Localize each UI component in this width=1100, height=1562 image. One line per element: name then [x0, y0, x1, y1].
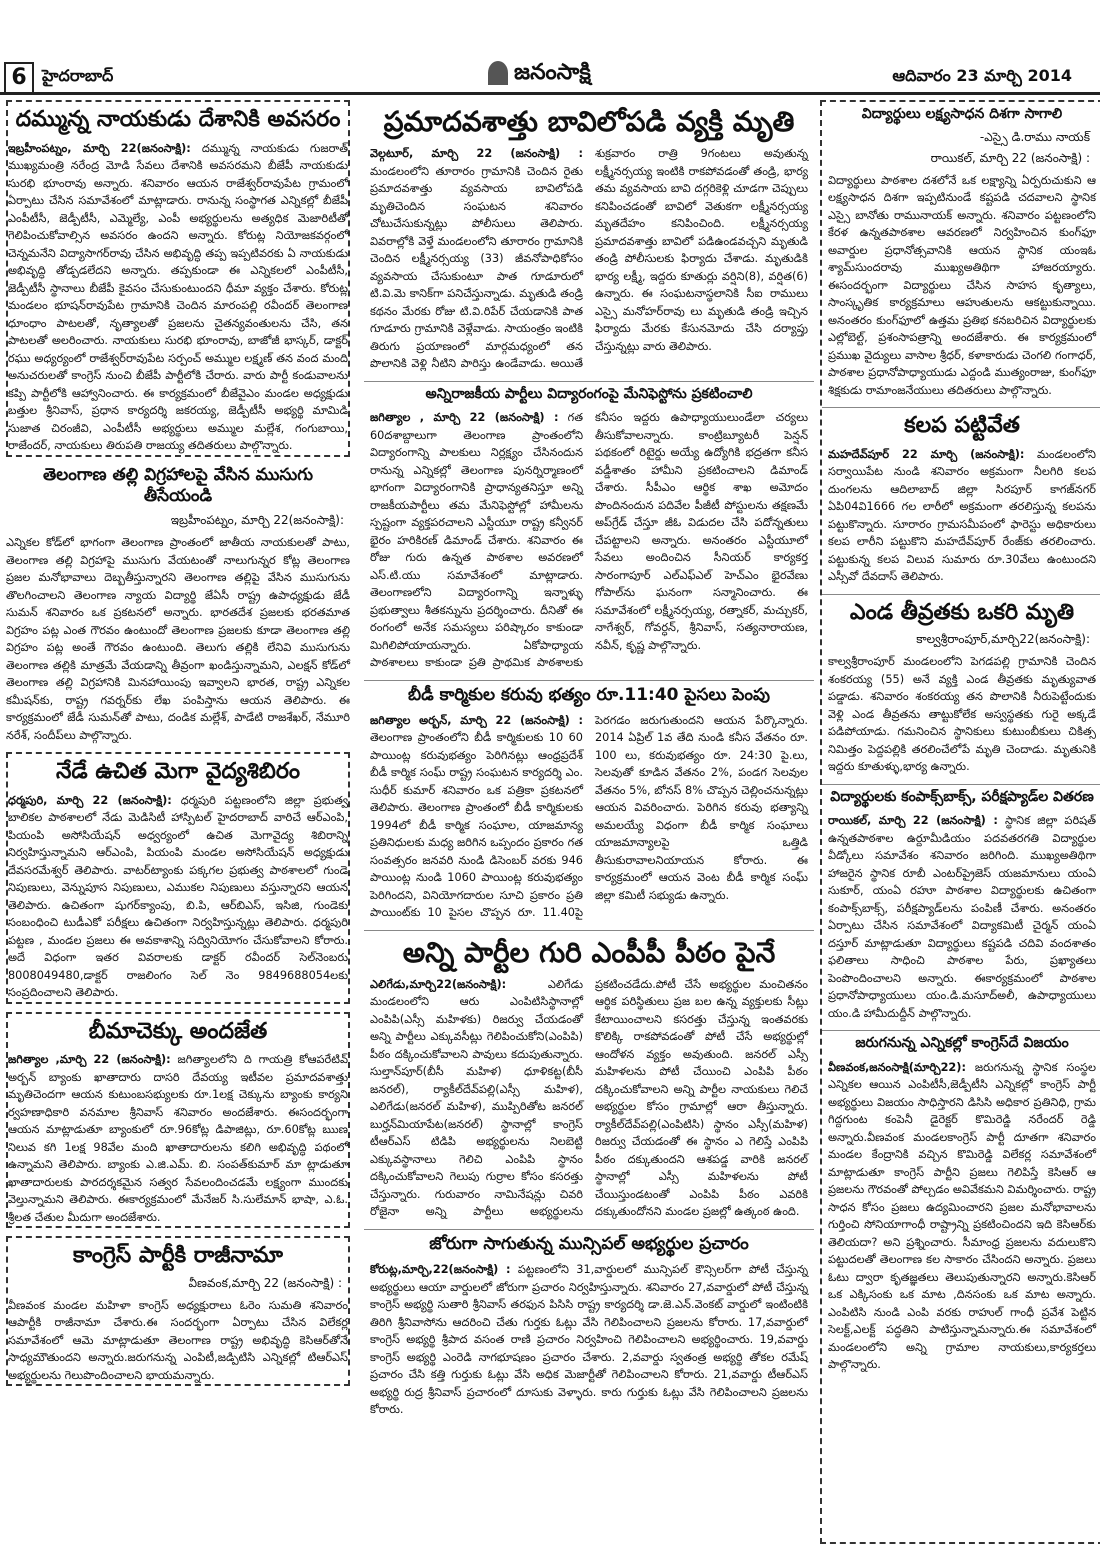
story-congress-victory: [828, 1035, 1096, 1374]
story-body: [828, 446, 1096, 586]
story-body: [828, 1059, 1096, 1374]
story-dateline: మహదేవ్‌పూర్ 22 మార్చి (జనంసాక్షి):: [828, 447, 1025, 461]
story-text: విద్యార్థులు పాఠశాల దశలోనే ఒక లక్ష్యాన్ని ఏర్పరుచుకుని ఆ లక్ష్యసాధన దిశగా ఇప్పటినుండే కష్టపడి చదవాలని స్థానిక ఎస్సై బానోతు రామునాయక్ అన్నారు. శనివారం పట్టణంలోని కేరళ ఉన్నతపాఠశాల ఆవరణలో నిర్వహించిన కుంగ్‌ఫూ అవార్డుల ప్రధానోత్సవానికి ఆయన స్థానిక యంఇఓ శ్యామ్‌సుందరావు ముఖ్యఅతిథిగా హాజరయ్యారు. ఈసందర్భంగా విద్యార్థులు చేసిన సాహస కృత్యాలు, సాంస్కృతిక కార్యక్రమాలు ఆహుతులను ఆకట్టుకున్నాయి. అనంతరం కుంగ్‌ఫూలో ఉత్తమ ప్రతిభ కనబరిచిన విద్యార్థులకు ఎల్లోబెల్ట్, ప్రశంసాపత్రాన్ని అందజేశారు. ఈ కార్యక్రమంలో ప్రముఖ వైద్యులు వాసాల శ్రీధర్, కళాకారుడు చెంగలి గంగాధర్, పాఠశాల ప్రధానోపాధ్యాయుడు ఎద్దండి ముత్యంరాజు, కుంగ్‌ఫూ శిక్షకుడు రామాంజనేయులు తదితరులు పాల్గొన్నారు.: [828, 173, 1096, 397]
story-body: [8, 140, 348, 455]
issue-date: ఆదివారం 23 మార్చి 2014: [892, 66, 1072, 85]
column-center: [364, 100, 814, 1540]
story-text: మండలంలోని తూరారం గ్రామానికి చెందిన రైతు ప్రమాదవశాత్తు వ్యవసాయ బావిలోపడి మృతిచెందిన సంఘటన శనివారం చోటుచేసుకున్నట్లు పోలీసులు తెలిపారు. వివరాల్లోకి వెళ్తే మండలంలోని తూరారం గ్రామానికి చెందిన లక్ష్మీనర్సయ్య (33) జీవనోపాధికోసం వ్యవసాయ చేసుకుంటూ పాత గూడూరులో టి.వి.మె కానిక్‌గా పనిచేస్తున్నాడు. మృతుడి తండ్రి కథనం మేరకు రోజు టి.వి.రిపేర్ చేయడానికి పాత గూడూరు గ్రామానికి వెళ్లేవాడు. సాయంత్రం ఇంటికి తిరుగు ప్రయాణంలో మార్గమధ్యంలో తన పొలానికి వెళ్లి నీటిని పారిస్తు ఉండేవాడు. అయితే శుక్రవారం రాత్రి 9గంటలు అవుతున్న లక్ష్మీనర్సయ్య ఇంటికి రాకపోవడంతో తండ్రి, భార్య తమ వ్యవసాయ బావి దగ్గరికెళ్లి చూడగా చెప్పులు కనిపించడంతో బావిలో వెతుకగా లక్ష్మీనర్సయ్య మృతదేహం కనిపించింది. లక్ష్మీనర్సయ్య ప్రమాదవశాత్తు బావిలో పడిఉండవచ్చని మృతుడి తండ్రి పోలీసులకు ఫిర్యాదు చేశాడు. మృతుడికి భార్య లక్ష్మీ, ఇద్దరు కూతుర్లు వర్షిని(8), వర్షిత(6) ఉన్నారు. ఈ సంఘటనాస్థలానికి సీఐ రాములు ఎస్సై మనోహర్‌రావు లు మృతుడి తండ్రి ఇచ్చిన ఫిర్యాదు మేరకు కేసునమోదు చేసి దర్యాప్తు చేస్తున్నట్లు వారు తెలిపారు.: [370, 147, 808, 370]
story-separator: [822, 594, 1100, 595]
story-headline: నేడే ఉచిత మెగా వైద్యశిబిరం: [55, 759, 301, 784]
story-congress-resignation: [6, 1236, 350, 1386]
story-insurance-cheque: [6, 1012, 350, 1229]
story-headline: బీడీ కార్మికుల కరువు భత్యం రూ.11:40 పైసలు పెంపు: [408, 684, 770, 705]
story-headline: తెలంగాణ తల్లి విగ్రహాలపై వేసిన ముసుగు తీసేయండి: [42, 464, 314, 506]
story-text: జరుగనున్న స్థానిక సంస్థల ఎన్నికల ఆయిన ఎంపిటీసీ,జెడ్పీటీసి ఎన్నికల్లో కాంగ్రెస్ పార్టీ అభ్యర్థులు విజయం సాధిస్తారని డిసిసి అధికార ప్రతినిధి, గ్రామ గిద్దగుంట కంపెనీ డైరెక్టర్ కొమిరెడ్డి నరేందర్ రెడ్డి అన్నారు.వీణవంక మండలకాంగ్రెస్ పార్టీ దూతగా శనివారం మండల కేంద్రానికి వచ్చిన కొమిరెడ్డి విలేకర్ల సమావేశంలో మాట్లాడుతూ కాంగ్రెస్ పార్టీని ప్రజలు గెలిపిస్తే కెసిఆర్ ఆ ప్రజలను గౌరవంతో పోల్చడం అవివేకమని విమర్శించారు. రాష్ట్ర సాధన కోసం ప్రజలు ఉద్యమించారని ప్రజల మనోభావాలను గుర్తించి సోనియాగాంధీ రాష్ట్రాన్ని ప్రకటించిందని ఇది కెసిఆర్‌కు తెలియదా? అని ప్రశ్నించారు. సీమాంధ్ర ప్రజలను వదులుకొని పట్టుదలతో తెలంగాణ కల సాకారం చేసిందని అన్నారు. ప్రజలు ఓటు ద్వారా కృతజ్ఞతలు తెలుపుతున్నారని అన్నారు.కెసిఆర్ ఒక ఎక్కిసంకు ఒక మాట ,దినసంకు ఒక మాట అన్నారు. ఎంపిటిసి నుండి ఎంపి వరకు రాహుల్ గాంధీ ప్రవేశ పెట్టిన సెలక్ట్,ఎలక్ట్ పద్ధతిని పాటిస్తున్నామన్నారు.ఈ సమావేశంలో మండలంలోని అన్ని గ్రామాల నాయకులు,కార్యకర్తలు పాల్గొన్నారు.: [828, 1060, 1096, 1371]
story-compass-distribution: [828, 789, 1096, 1023]
story-dateline: కాల్వశ్రీరాంపూర్,మార్చి22(జనంసాక్షి):: [916, 632, 1090, 646]
column-right: [820, 100, 1100, 1544]
story-headline: దమ్మున్న నాయకుడు దేశానికి అవసరం: [15, 107, 341, 132]
story-students-goals: [828, 106, 1096, 399]
story-headline: విద్యార్థులకు కంపాక్స్‌బాక్స్, పరీక్షప్యాడ్‌ల వితరణ: [830, 788, 1094, 805]
story-dateline: రాయికల్, మార్చి 22 (జనంసాక్షి) :: [828, 814, 998, 827]
story-dateline: జగిత్యాల ,మార్చి 22 (జనంసాక్షి):: [8, 1053, 171, 1066]
story-body: [370, 145, 808, 373]
story-text: స్థానిక జిల్లా పరిషత్ ఉన్నతపాఠశాల ఉర్దూమీడియం పదవతరగతి విద్యార్థుల వీడ్కోలు సమావేశం శనివారం జరిగింది. ముఖ్యఅతిథిగా హాజరైన స్థానిక రూబీ ఎంటర్‌ప్రైజెస్ యజమానులు యంఏ సుకూర్, యంఏ రహూ పాఠశాల విద్యార్థులకు ఉచితంగా కంపాక్స్‌బాక్స్, పరీక్షప్యాడ్‌లను పంపిణీ చేశారు. అనంతరం ఏర్పాటు చేసిన సమావేశంలో విద్యాకమిటీ చైర్మన్ యంఏ దస్తూర్ మాట్లాడుతూ విద్యార్థులు కష్టపడి చదివి వందశాతం ఫలితాలు సాధించి పాఠశాల పేరు, ప్రఖ్యాతలు పెంపొందించాలని అన్నారు. ఈకార్యక్రమంలో పాఠశాల ప్రధానోపాధ్యాయులు యం.డి.మసూద్‌అలీ, ఉపాధ్యాయులు యం.డి హామీదుద్దీన్ పాల్గొన్నారు.: [828, 814, 1096, 1020]
story-separator: [364, 930, 814, 931]
story-body: [8, 792, 348, 1002]
masthead-rule: [0, 92, 1100, 95]
story-education-manifesto: [370, 386, 808, 672]
story-mpp-seat: [370, 935, 808, 1221]
story-text: ఎలిగేడు మండలంలోని ఆరు ఎంపిటిసిస్థానాల్లో ఎంపిపి(ఎస్సీ మహిళకు) రిజర్వు చేయడంతో అన్ని పార్టీలు ఎక్కువసీట్లు గెలిపించుకోని(ఎంపిపి) పీఠం దక్కించుకోవాలని పావులు కదుపుతున్నారు. సుల్తాన్‌పూర్(బీసీ మహిళ) ధూళికట్ట(బీసీ జనరల్), ర్యాకీల్‌దేవ్‌పల్లి(ఎస్సీ మహిళ), ఎలిగేడు(జనరల్ మహిళ), ముప్పిరితోట జనరల్ బుర్హన్‌మియాపేట(జనరల్) స్థానాల్లో కాంగ్రెస్ టీఆర్ఎస్ టిడిపి అభ్యర్థులను నిలబెట్టి ఎక్కువస్థానాలు గెలిచి ఎంపిపి స్థానం దక్కించుకోవాలని గెలుపు గుర్రాల కోసం కసరత్తు చేస్తున్నారు. గురువారం నామినేషన్లు చివరి రోజైనా అన్ని పార్టీలు అభ్యర్థులను ప్రకటించడేదు.పోటీ చేసే అభ్యర్థుల మంచితనం ఆర్థిక పరిస్థితులు ప్రజ బల ఉన్న వ్యక్తులకు సీట్లు కేటాయించాలని కసరత్తు చేస్తున్న ఇంతవరకు కొలిక్కి రాకపోవడంతో పోటీ చేసే అభ్యర్థుల్లో ఆందోళన వ్యక్తం అవుతుంది. జనరల్ ఎస్సీ మహిళలను పోటీ చేయించి ఎంపిపి పీఠం దక్కించుకోవాలని అన్ని పార్టీల నాయకులు గెలిచే అభ్యర్థుల కోసం గ్రామాల్లో ఆరా తీస్తున్నారు. ర్యాకీల్‌దేవ్‌పల్లి(ఎంపిటిసి) స్థానం ఎస్సీ(మహిళ) రిజర్వు చేయడంతో ఈ స్థానం ఎ గెలిస్తే ఎంపిపి పీఠం దక్కుతుందని ఆశపడ్డ వారికి జనరల్ స్థానాల్లో ఎస్సీ మహిళలను పోటీ చేయిస్తుండటంతో ఎంపిపి పీఠం ఎవరికి దక్కుతుందోనని మండల ప్రజల్లో ఉత్కంఠ ఉంది.: [370, 977, 808, 1219]
story-body: [828, 812, 1096, 1022]
story-headline: కలప పట్టివేత: [904, 413, 1020, 438]
story-headline: బీమాచెక్కు అందజేత: [88, 1018, 268, 1044]
page-number: 6: [4, 62, 34, 94]
story-headline: జరుగనున్న ఎన్నికల్లో కాంగ్రెస్‌దే విజయం: [855, 1035, 1069, 1051]
story-body: [370, 976, 808, 1221]
story-author: -ఎస్సై డి.రాము నాయక్: [979, 129, 1090, 144]
story-separator: [822, 1030, 1100, 1031]
story-headline: అన్ని పార్టీల గురి ఎంపీపీ పీఠం పైనే: [402, 935, 776, 969]
story-leader-needed: [6, 100, 350, 457]
story-telangana-statue: [6, 465, 350, 745]
story-dateline: ఇబ్రహీంపట్నం, మార్చి 22(జనంసాక్షి):: [8, 141, 191, 155]
story-dateline: జగిత్యాల అర్బన్, మార్చి 22 (జనంసాక్షి) :: [370, 713, 583, 727]
story-body: [370, 409, 808, 672]
story-body: [8, 1051, 348, 1226]
story-separator: [364, 1229, 814, 1230]
story-text: ఎన్నికల కోడ్‌లో భాగంగా తెలంగాణ ప్రాంతంలో జాతీయ నాయకులతో పాటు, తెలంగాణ తల్లి విగ్రహాపై ముసుగు వేయటంతో నాలుగున్నర కోట్ల తెలంగాణ ప్రజల మనోభావాలు దెబ్బతీస్తున్నారని తెలంగాణ తల్లిపై వేసిన ముసుగును తొలగించాలని తెలంగాణ న్యాయ విద్యార్థి జేఏసీ రాష్ట్ర ఉపాధ్యక్షుడు జేడీ సుమన్ శనివారం ఒక ప్రకటనలో అన్నారు. భారతదేశ ప్రజలకు భరతమాత విగ్రహం పట్ల ఎంత గౌరవం ఉంటుందో తెలంగాణ ప్రజలకు కూడా తెలంగాణ తల్లి విగ్రహం పట్ల అంతే గౌరవం ఉంటుంది. తెలుగు తల్లికి లేనివి ముసుగును తెలంగాణ తల్లికి మాత్రమే వేయడాన్ని తీవ్రంగా ఖండిస్తున్నామని, ఎలక్షన్ కోడ్‌లో తెలంగాణ తల్లి విగ్రహానికి మినహాయింపు ఇవ్వాలని భారత, రాష్ట్ర ఎన్నికల కమీషన్‌కు, రాష్ట్ర గవర్నర్‌కు లేఖ పంపిస్తాను ఆయన తెలిపారు. ఈ కార్యక్రమంలో జేడీ సుమన్‌తో పాటు, దండిక మల్లేశ్, పాడేటి రాజశేఖర్, నేమూరి నరేశ్, సందీప్‌లు పాల్గొన్నారు.: [6, 536, 350, 742]
story-beedi-workers: [370, 685, 808, 922]
story-text: దమ్మున్న నాయకుడు గుజరాత్ ముఖ్యమంత్రి నరేంద్ర మోడి సేవలు దేశానికి అవసరమని బీజేపీ నాయకుడు సురభి భూంరావు అన్నారు. శనివారం ఆయన రాజేశ్వర్‌రావుపేట గ్రామంలో ఏర్పాటు చేసిన సమావేశంలో మాట్లాడారు. రానున్న సంస్థాగత ఎన్నికల్లో బీజేపీ ఎంపీటీసీ, జెడ్పీటీసీ, ఎమ్మెల్యే, ఎంపీ అభ్యర్థులను అత్యధిక మెజారిటీతో గెలిపించుకోవాల్సిన అవసరం ఉందని అన్నారు. కోరుట్ల నియోజకవర్గంలో చెన్నమనేని విద్యాసాగర్‌రావు చేసిన అభివృద్ధి తప్ప ఇప్పటివరకు ఏ నాయకుడు అభివృద్ధి తోడ్పడలేదని అన్నారు. తప్పకుండా ఈ ఎన్నికలలో ఎంపీటీసీ, జెడ్పీటీసీ స్థానాలు బీజేపీ కైవసం చేసుకుంటుందని ధీమా వ్యక్తం చేశారు. కోరుట్ల మండలం భూషన్‌రావుపేట గ్రామానికి చెందిన మారంపల్లి రవీందర్ తెలంగాణ ధూంధాం పాటలతో, నృత్యాలతో ప్రజలను చైతన్యవంతులను చేసి, తన పాటలతో అలరించారు. నాయకులు సురభి భూంరావు, బాజోజీ భాస్కర్, డాక్టర్ రఘు అధ్యర్యంలో రాజేశ్వర్‌రావుపేట సర్పంచ్ అమ్ముల లక్ష్మణ్ తన వంద మంది అనుచరులతో కాంగ్రెస్ నుంచి బీజేపీ పార్టీలోకి చేరారు. వారు పార్టీ కండువాలను కప్పి పార్టీలోకి ఆహ్వానించారు. ఈ కార్యక్రమంలో బీజేవైఎం మండల అధ్యక్షుడు బత్తుల శ్రీనివాస్, ప్రధాన కార్యదర్శి జకరయ్య, జెడ్పీటీసీ అభ్యర్థి మామిడి సుజాత చిరంజీవి, ఎంపీటీసీ అభ్యర్థులు అమ్ముల మల్లేశ, గంగుబాయి, రాజేందర్, నాయకులు తిరుపతి రాజయ్య తదితరులు పాల్గొన్నారు.: [8, 141, 349, 452]
story-well-death: [370, 104, 808, 373]
story-separator: [822, 407, 1100, 408]
story-text: ధర్మపురి పట్టణంలోని జిల్లా ప్రభుత్వ బాలికల పాఠశాలలో నేడు మెడిసిటీ హాస్పిటల్ హైదరాబాద్ వారిచే ఆర్‌ఎంపి, పియంపి అసోసియేషన్ అధ్వర్యంలో ఉచిత మెగావైద్య శిబిరాన్ని నిర్వహిస్తున్నామని ఆర్‌ఎంపి, పియంపి మండల అసోసియేషన్ అధ్యక్షుడు దేవసరమేశ్వర్ తెలిపారు. వాటర్‌ట్యాంకు పక్కగల ప్రభుత్వ పాఠశాలలో గుండె నిపుణులు, వెన్నుపూస నిపుణులు, ఎముకల నిపుణులు వస్తున్నారని ఆయన తెలిపారు. ఉచితంగా షుగర్‌క్యాంపు, బి.పి, ఆర్‌బిఎస్, ఇసిజి, గుండెకు సంబంధించి టుడీఎకో పరీక్షలు ఉచితంగా నిర్వహిస్తున్నట్లు తెలిపారు. ధర్మపురి పట్టణ , మండల ప్రజలు ఈ అవకాశాన్ని సద్వినియోగం చేసుకోవాలని కోరారు. అదే విధంగా ఇతర వివరాలకు డాక్టర్ రవీందర్ సెల్‌నెంబరు 8008049480,డాక్టర్ రాజలింగం సెల్ నెం 9849688054లకు సంప్రదించాలని తెలిపారు.: [8, 793, 348, 999]
story-dateline: ధర్మపురి, మార్చి 22 (జనంసాక్షి):: [8, 793, 172, 807]
story-municipal-campaign: [370, 1234, 808, 1419]
story-body: [370, 1261, 808, 1419]
column-left: [0, 100, 356, 1540]
story-separator: [822, 784, 1100, 785]
story-dateline: రాయికల్, మార్చి 22 (జనంసాక్షి) :: [930, 150, 1090, 165]
story-headline: ప్రమాదవశాత్తు బావిలోపడి వ్యక్తి మృతి: [383, 105, 795, 138]
story-separator: [364, 680, 814, 681]
story-headline: ఎండ తీవ్రతకు ఒకరి మృతి: [849, 599, 1075, 625]
story-headline: జోరుగా సాగుతున్న మున్సిపల్ అభ్యర్థుల ప్రచారం: [429, 1233, 749, 1254]
paper-logo: [488, 60, 591, 90]
story-dateline: కోరుట్ల,మార్చి,22(జనంసాక్షి) :: [370, 1263, 511, 1276]
story-text: జగిత్యాలలోని ది గాయత్రి కోఆపరేటివ్ అర్బన్ బ్యాంకు ఖాతాదారు దాసరి దేవయ్య ఇటీవల ప్రమాదవశాత్తు మృతిచెందగా ఆయన కుటుంబసభ్యులకు రూ.1లక్ష చెక్కును బ్యాంకు కార్యని ర్వహణాధికారి వనమాల శ్రీనివాస్ శనివారం అందజేశారు. ఈసందర్భంగా ఆయన మాట్లాడుతూ బ్యాంకులో రూ.96కోట్ల డిపాజిట్లు, రూ.60కోట్ల ఋణ నిలువ కగి 1లక్ష 98వేల మంది ఖాతాదారులను కలిగి అభివృద్ధి పథంలో ఉన్నామని తెలిపారు. బ్యాంకు ఎ.జి.ఎమ్. బి. సంపత్‌కుమార్ మా ట్లాడుతూ ఖాతాదారులకు పారదర్శకమైన సత్వర సేవలందించడమే లక్ష్యంగా ముందకు వెల్తున్నామని తెలిపారు. ఈకార్యక్రమంలో మేనేజర్ సి.సులేమాన్ భాషా, ఎ.ఓ. శ్రీలత చేతుల మీదుగా అందజేశారు.: [8, 1053, 348, 1224]
story-medical-camp: [6, 752, 350, 1004]
logo-mark-icon: [488, 61, 508, 85]
story-dateline: ఎలిగేడు,మార్చి22(జనంసాక్షి):: [370, 977, 507, 991]
story-headline: కాంగ్రెస్ పార్టీకి రాజీనామా: [73, 1243, 283, 1268]
masthead: [0, 0, 1100, 88]
story-dateline: వీణవంక,జనంసాక్షి(మార్చి22):: [828, 1060, 966, 1074]
story-text: పట్టణంలోని 31,వార్డులలో మున్సిపల్ కౌన్సిలర్‌గా పోటీ చేస్తున్న అభ్యర్థులు ఆయా వార్డులలో జోరుగా ప్రచారం నిర్వహిస్తున్నారు. శనివారం 27,వవార్డులో పోటీ చేస్తున్న కాంగ్రెస్ అభ్యర్థి సుతారి శ్రీనివాస్ తరఫున పిసిసి రాష్ట్ర కార్యదర్శి డా.జె.ఎన్.వెంకట్ వార్డులో ఇంటింటికి తిరిగి శ్రీనివాసోను ఆదరించి చేతు గుర్తకు ఓట్లు వేసి గెలిపించాలని ప్రజలను కోరారు. 17,వవార్డులో కాంగ్రెస్ అభ్యర్థి శ్రీపాద వసంత రాణి ప్రచారం నిర్వహించి గెలిపించాలని అభ్యర్థించారు. 19,వవార్డు కాంగ్రెస్ అభ్యర్థి ఎంరెడి నాగభూషణం ప్రచారం చేశారు. 2,వవార్డు స్వతంత్ర అభ్యర్థి తోకల రమేష్ ప్రచారం చేసి కత్తి గుర్తుకు ఓట్లు వేసి అధిక మెజార్టీతో గెలిపించాలని కోరారు. 21,వవార్డు టీఆర్ఎస్ అభ్యర్థి రుద్ర శ్రీనివాస్ ప్రచారంలో దూసుకు వెళ్ళారు. కారు గుర్తుకు ఓట్లు వేసి గెలిపించాలని ప్రజలను కోరారు.: [370, 1263, 809, 1416]
story-separator: [364, 381, 814, 382]
story-text: తెలంగాణ ప్రాంతంలోని బీడీ కార్మికులకు 10 60 పాయింట్ల కరువుభత్యం పెరిగినట్లు ఆంధ్రప్రదేశ్ బీడీ కార్మిక సంఘ్ రాష్ట్ర సంఘటన కార్యదర్శి ఎం. సుధీర్ కుమార్ శనివారం ఒక పత్రికా ప్రకటనలో తెలిపారు. తెలంగాణ ప్రాంతంలో బీడీ కార్మికులకు 1994లో బీడీ కార్మిక సంఘాల, యాజమాన్య ప్రతినిధులకు మధ్య జరిగిన ఒప్పందం ప్రకారం గత సంవత్సరం జనవరి నుండి డిసెంబర్ వరకు 946 పాయింట్ల నుండి 1060 పాయింట్ల కరువుభత్యం పెరిగిందని, వినియోగదారుల సూచి ప్రకారం ప్రతి పాయింట్‌కు 10 పైసల చొప్పన రూ. 11.40పై పెరగడం జరుగుతుందని ఆయన పేర్కొన్నారు. 2014 ఏప్రిల్ 1వ తేది నుండి కనీస వేతనం రూ. 100 లు, కరువుభత్యం రూ. 24:30 పై.లు, సెలవుతో కూడిన వేతనం 2%, పండగ సెలవుల వేతనం 5%, బోనస్ 8% చొప్పన చెల్లించనున్నట్లు ఆయన వివరించారు. పెరిగిన కరువు భత్యాన్ని అమలయ్యే విధంగా బీడీ కార్మిక సంఘాలు యాజమాన్యాలపై ఒత్తిడి తీసుకురావాలనియాయన కోరారు. ఈ కార్యక్రమంలో ఆయన వెంట బీడీ కార్మిక సంఘ్ జిల్లా కమిటీ సభ్యుడు ఉన్నారు.: [370, 713, 808, 920]
story-text: మండలంలోని సర్వాయిపేట నుండి శనివారం అక్రమంగా నీలగిరి కలప దుంగలను ఆదిలాబాద్ జిల్లా సిరపూర్ కాగజ్‌నగర్ ఏపి04వి1666 గల లారీలో అక్రమంగా తరలిస్తున్న కలపను పట్టుకొన్నారు. సూరారం గ్రామసమీపంలో ఫారెస్టు అధికారులు కలప లారీని పట్టుకొని మహదేవ్‌పూర్ రేంజ్‌కు తరలించారు. పట్టుకున్న కలప విలువ సుమారు రూ.30వేలు ఉంటుందని ఎస్సీవో దేవదాస్ తెలిపారు.: [828, 447, 1096, 583]
story-dateline: ఇబ్రహీంపట్నం, మార్చి 22(జనంసాక్షి):: [170, 513, 344, 527]
story-text: వీణవంక మండల మహిళా కాంగ్రెస్ అధ్యక్షురాలు ఓరెం సుమతి శనివారం ఆపార్టీకి రాజీనామా చేశారు.ఈ సందర్భంగా ఏర్పాటు చేసిన విలేకర్ల సమావేశంలో ఆమె మాట్లాడుతూ తెలంగాణ రాష్ట్ర అభివృద్ధి కెసిఆర్‌తోనే సాధ్యమౌతుందని అన్నారు.జరుగనున్న ఎంపిటీ,జడ్పిటిసి ఎన్నికల్లో టిఆర్ఎస్ అభ్యర్థులను గెలుపొందించాలని భాయమన్నారు.: [8, 1298, 348, 1382]
story-text: గత 60దశాబ్దాలుగా తెలంగాణ ప్రాంతంలోని విద్యారంగాన్ని పాలకులు నిర్లక్ష్యం చేసినందున రానున్న ఎన్నికల్లో తెలంగాణ పునర్నిర్మాణంలో భాగంగా విద్యారంగానికి ప్రాధాన్యతనిస్తూ అన్ని రాజకీయపార్టీలు తమ మేనిఫెస్టోల్లో హామీలను స్పష్టంగా వ్యక్తపరచాలని ఎస్టీయూ రాష్ట్ర కన్వీనర్ భైరం హరికిరణ్ డిమాండ్ చేశారు. శనివారం ఈ రోజు గురు ఉన్నత పాఠశాల అవరణలో ఎస్.టి.యు సమావేశంలో మాట్లాడారు. తెలంగాణలోని విద్యారంగాన్ని ఇన్నాళ్ళు ప్రభుత్వాలు శీతకన్నును ప్రదర్శించారు. దీనితో ఈ రంగంలో అనేక సమస్యలు పరిష్కారం కాకుండా మిగిలిపోయాయన్నారు. ఏకోపాధ్యాయ పాఠశాలలు కాకుండా ప్రతి ప్రాథమిక పాఠశాలకు కనీసం ఇద్దరు ఉపాధ్యాయులుండేలా చర్యలు తీసుకోవాలన్నారు. కాంట్రిబ్యూటరీ పెన్షన్ పథకంలో రిటైర్డు అయ్యే ఉద్యోగికి భద్రతగా కనీస వడ్డీశాతం హామీని ప్రకటించాలని డిమాండ్ చేశారు. సీపీఎం ఆర్థిక శాఖ అమోదం పొందినందున పదివేల పీజీటీ పోస్టులను తక్షణమే అప్‌గ్రేడ్ చేస్తూ జీఓ విడుదల చేసి పదోన్నతులు చేపట్టాలని అన్నారు. అనంతరం ఎస్టీయూలో సేవలు అందించిన సీనియర్ కార్యకర్త సారంగాపూర్ ఎల్‌ఎఫ్‌ఎల్ హెచ్‌ఎం భైరవేణు గోపాల్‌ను ఘనంగా సన్మానించారు. ఈ సమావేశంలో లక్ష్మీనర్సయ్య, రత్నాకర్, మచ్చుకర్, నాగేశ్వర్, గోవర్ధన్, శ్రీనివాస్, సత్యనారాయణ, నవీన్, కృష్ణ పాల్గొన్నారు.: [370, 411, 808, 669]
story-headline: అన్నిరాజకీయ పార్టీలు విద్యారంగంపై మేనిఫెస్టోను ప్రకటించాలి: [425, 385, 753, 402]
city-label: హైదరాబాద్: [42, 66, 114, 85]
story-dateline: వెల్గటూర్, మార్చి 22 (జనంసాక్షి) :: [370, 147, 583, 160]
story-dateline: జగిత్యాల , మార్చి 22 (జనంసాక్షి) :: [370, 411, 559, 424]
story-text: కాల్వశ్రీరాంపూర్ మండలంలోని పెగడపల్లి గ్రామానికి చెందిన శంకరయ్య (55) అనే వ్యక్తి ఎండ తీవ్రతకు మృత్యువాత పడ్డాడు. శనివారం శంకరయ్య తన పొలానికి నీరుపెట్టేందుకు వెళ్లి ఎండ తీవ్రతను తాట్టుకోలేక అస్వస్థతకు గురై అక్కడే పడిపోయాడు. గమనించిన స్థానికులు కుటుంబీకులు చికిత్స నిమిత్తం పెద్దపల్లికి తరలించేలోపే మృతి చెందాడు. మృతునికి ఇద్దరు కూతుళ్ళు,భార్య ఉన్నారు.: [828, 655, 1096, 773]
story-timber-seized: [828, 412, 1096, 586]
story-body: [370, 712, 808, 922]
paper-name: జనంసాక్షి: [514, 60, 591, 85]
story-headline: విద్యార్థులు లక్ష్యసాధన దిశగా సాగాలి: [861, 106, 1063, 122]
story-dateline: వీణవంక,మార్చి 22 (జనంసాక్షి) :: [188, 1275, 342, 1290]
story-heat-death: [828, 599, 1096, 776]
